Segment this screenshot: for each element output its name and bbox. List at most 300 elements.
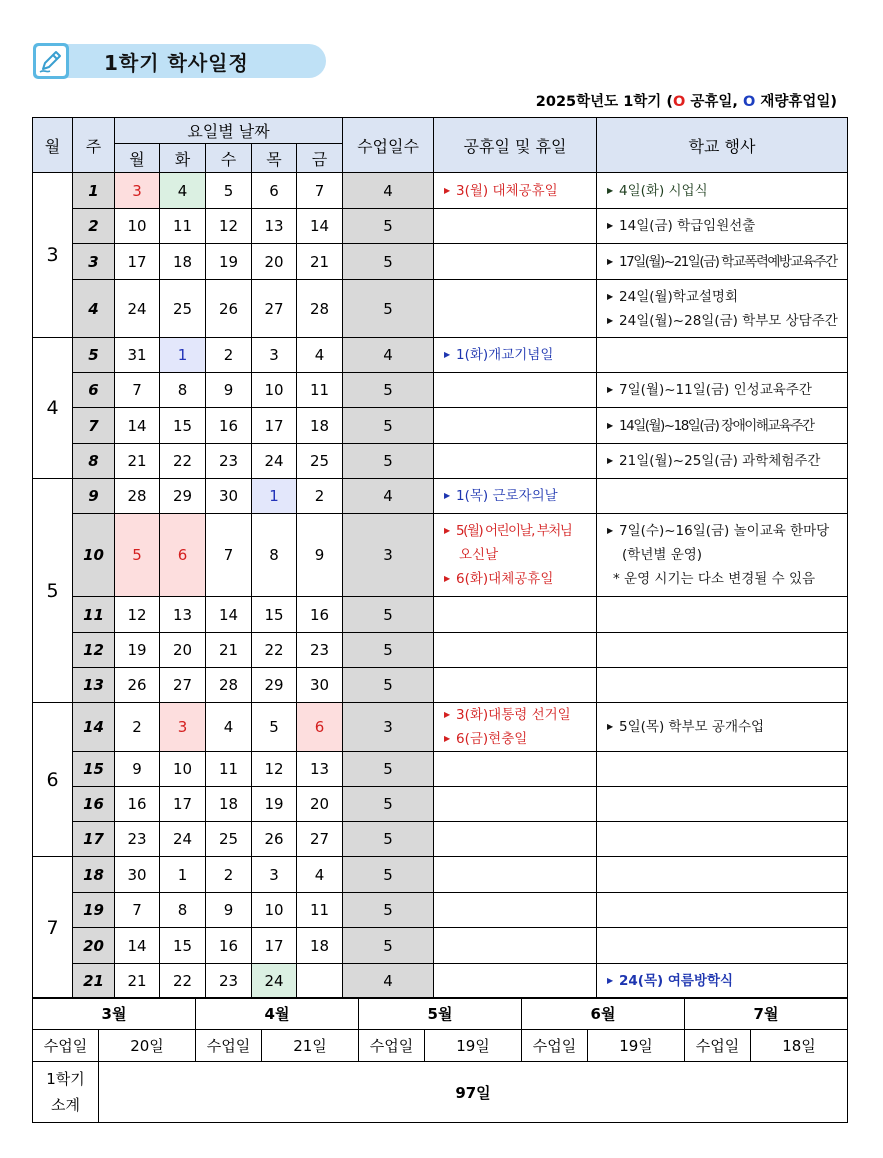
date-cell: 16 <box>206 928 252 964</box>
events-cell <box>597 479 848 514</box>
date-cell: 6 <box>160 514 206 597</box>
week-row <box>33 173 848 209</box>
week-number: 4 <box>73 280 115 338</box>
events-cell <box>597 703 848 752</box>
class-days-cell: 5 <box>343 444 434 479</box>
event-continuation: (학년별 운영) <box>622 547 703 563</box>
event-text: 24일(월)학교설명회 <box>619 288 739 305</box>
holidays-cell <box>434 244 597 280</box>
date-cell: 10 <box>252 373 297 408</box>
holiday-legend-label: 공휴일, <box>685 94 743 110</box>
date-cell: 6 <box>252 173 297 209</box>
date-cell: 21 <box>297 244 343 280</box>
header-weekday: 수 <box>206 144 252 173</box>
week-row <box>33 787 848 822</box>
triangle-bullet-icon: ▶ <box>607 456 614 465</box>
class-days-cell: 5 <box>343 373 434 408</box>
date-cell: 27 <box>252 280 297 338</box>
triangle-bullet-icon: ▶ <box>607 291 614 301</box>
date-cell: 17 <box>252 928 297 964</box>
triangle-bullet-icon: ▶ <box>607 526 614 535</box>
date-cell: 13 <box>252 209 297 244</box>
summary-total-row <box>33 1062 848 1123</box>
week-row <box>33 338 848 373</box>
event-text: 7일(수)~16일(금) 놀이교육 한마당 <box>619 523 830 539</box>
week-number: 12 <box>73 633 115 668</box>
header-week: 주 <box>73 118 115 173</box>
summary-month-label: 5월 <box>359 998 522 1030</box>
summary-key: 수업일 <box>359 1030 425 1062</box>
date-cell: 10 <box>160 752 206 787</box>
date-cell: 17 <box>115 244 160 280</box>
summary-month-label: 3월 <box>33 998 196 1030</box>
class-days-cell: 4 <box>343 479 434 514</box>
date-cell: 9 <box>206 373 252 408</box>
date-cell: 2 <box>115 703 160 752</box>
event-continuation: 오신날 <box>459 547 499 563</box>
class-days-cell: 5 <box>343 597 434 633</box>
event-item <box>607 414 847 438</box>
summary-value: 19일 <box>425 1030 522 1062</box>
holidays-cell <box>434 373 597 408</box>
events-cell <box>597 373 848 408</box>
event-item <box>607 449 847 473</box>
events-cell <box>597 928 848 964</box>
date-cell: 20 <box>160 633 206 668</box>
events-cell <box>597 408 848 444</box>
triangle-bullet-icon: ▶ <box>607 256 612 266</box>
event-text: 21일(월)~25일(금) 과학체험주간 <box>619 453 821 469</box>
events-cell <box>597 173 848 209</box>
date-cell: 19 <box>115 633 160 668</box>
date-cell: 18 <box>297 408 343 444</box>
week-row <box>33 703 848 752</box>
holidays-cell <box>434 408 597 444</box>
triangle-bullet-icon: ▶ <box>607 221 614 230</box>
week-number: 1 <box>73 173 115 209</box>
date-cell: 10 <box>252 893 297 928</box>
week-row <box>33 668 848 703</box>
week-row <box>33 752 848 787</box>
event-item <box>607 969 847 993</box>
week-number: 9 <box>73 479 115 514</box>
summary-total-label-line2: 소계 <box>51 1096 80 1114</box>
header-holidays: 공휴일 및 휴일 <box>434 118 597 173</box>
triangle-bullet-icon: ▶ <box>607 420 612 430</box>
week-row <box>33 928 848 964</box>
header-class-days: 수업일수 <box>343 118 434 173</box>
class-days-cell: 5 <box>343 668 434 703</box>
date-cell: 30 <box>206 479 252 514</box>
date-cell: 16 <box>297 597 343 633</box>
holidays-cell <box>434 280 597 338</box>
event-item <box>444 727 596 751</box>
date-cell: 6 <box>297 703 343 752</box>
events-cell <box>597 244 848 280</box>
week-row <box>33 280 848 338</box>
events-cell <box>597 633 848 668</box>
date-cell: 14 <box>115 928 160 964</box>
date-cell: 5 <box>206 173 252 209</box>
triangle-bullet-icon: ▶ <box>444 574 451 583</box>
class-days-cell: 5 <box>343 408 434 444</box>
date-cell: 26 <box>206 280 252 338</box>
date-cell: 9 <box>297 514 343 597</box>
date-cell: 29 <box>160 479 206 514</box>
class-days-cell: 3 <box>343 703 434 752</box>
page-title: 1학기 학사일정 <box>104 51 249 75</box>
header-weekday: 월 <box>115 144 160 173</box>
date-cell: 11 <box>160 209 206 244</box>
date-cell: 5 <box>252 703 297 752</box>
triangle-bullet-icon: ▶ <box>444 350 451 359</box>
events-cell <box>597 893 848 928</box>
events-cell <box>597 209 848 244</box>
date-cell: 13 <box>160 597 206 633</box>
summary-total-label-line1: 1학기 <box>46 1070 85 1088</box>
class-days-cell: 5 <box>343 893 434 928</box>
header-row-top <box>33 118 848 144</box>
summary-total-label <box>33 1062 99 1123</box>
subtitle <box>536 90 837 111</box>
event-text: 4일(화) 시업식 <box>619 182 708 199</box>
date-cell: 17 <box>160 787 206 822</box>
date-cell: 22 <box>252 633 297 668</box>
event-item <box>444 703 596 727</box>
date-cell: 20 <box>252 244 297 280</box>
events-cell <box>597 514 848 597</box>
class-days-cell: 5 <box>343 280 434 338</box>
week-row <box>33 633 848 668</box>
date-cell: 5 <box>115 514 160 597</box>
month-cell: 3 <box>33 173 73 338</box>
class-days-cell: 4 <box>343 338 434 373</box>
week-number: 17 <box>73 822 115 857</box>
week-number: 19 <box>73 893 115 928</box>
event-item <box>607 309 847 333</box>
date-cell: 23 <box>297 633 343 668</box>
event-item <box>444 343 596 367</box>
event-text: 5일(목) 학부모 공개수업 <box>619 719 765 735</box>
class-days-cell: 5 <box>343 928 434 964</box>
week-row <box>33 373 848 408</box>
summary-month-label: 4월 <box>196 998 359 1030</box>
event-item <box>444 567 596 591</box>
triangle-bullet-icon: ▶ <box>444 526 449 535</box>
triangle-bullet-icon: ▶ <box>607 185 614 195</box>
date-cell: 1 <box>160 857 206 893</box>
date-cell: 10 <box>115 209 160 244</box>
holiday-legend-mark: O <box>672 94 686 110</box>
date-cell: 16 <box>115 787 160 822</box>
date-cell: 24 <box>160 822 206 857</box>
date-cell: 15 <box>160 408 206 444</box>
date-cell: 31 <box>115 338 160 373</box>
header-dates-group: 요일별 날짜 <box>115 118 343 144</box>
date-cell: 19 <box>252 787 297 822</box>
class-days-cell: 4 <box>343 173 434 209</box>
event-text: 1(목) 근로자의날 <box>456 488 558 504</box>
events-cell <box>597 597 848 633</box>
event-item <box>444 484 596 508</box>
class-days-cell: 5 <box>343 633 434 668</box>
date-cell: 8 <box>160 893 206 928</box>
week-number: 8 <box>73 444 115 479</box>
holidays-cell <box>434 633 597 668</box>
header-events: 학교 행사 <box>597 118 848 173</box>
date-cell: 9 <box>115 752 160 787</box>
date-cell: 29 <box>252 668 297 703</box>
date-cell: 24 <box>252 964 297 999</box>
date-cell: 14 <box>115 408 160 444</box>
date-cell: 19 <box>206 244 252 280</box>
date-cell: 11 <box>297 373 343 408</box>
event-item <box>607 179 847 203</box>
week-number: 3 <box>73 244 115 280</box>
date-cell: 28 <box>206 668 252 703</box>
event-note: * 운영 시기는 다소 변경될 수 있음 <box>613 571 816 587</box>
summary-key: 수업일 <box>685 1030 751 1062</box>
date-cell: 24 <box>252 444 297 479</box>
event-text: 14일(금) 학급임원선출 <box>619 218 756 234</box>
date-cell: 11 <box>206 752 252 787</box>
event-item <box>607 285 847 309</box>
schedule-table <box>32 117 848 999</box>
date-cell: 8 <box>160 373 206 408</box>
header-weekday: 금 <box>297 144 343 173</box>
event-item <box>607 214 847 238</box>
summary-value: 19일 <box>588 1030 685 1062</box>
event-item <box>444 519 596 543</box>
event-text: 24일(월)~28일(금) 학부모 상담주간 <box>619 312 838 329</box>
date-cell: 2 <box>206 338 252 373</box>
date-cell: 1 <box>252 479 297 514</box>
date-cell: 25 <box>297 444 343 479</box>
holidays-cell <box>434 752 597 787</box>
holidays-cell <box>434 479 597 514</box>
events-cell <box>597 822 848 857</box>
date-cell: 4 <box>206 703 252 752</box>
event-text: 3(월) 대체공휴일 <box>456 182 558 199</box>
events-cell <box>597 752 848 787</box>
week-number: 10 <box>73 514 115 597</box>
date-cell: 12 <box>252 752 297 787</box>
holidays-cell <box>434 514 597 597</box>
events-cell <box>597 668 848 703</box>
month-cell: 7 <box>33 857 73 999</box>
holidays-cell <box>434 444 597 479</box>
week-number: 11 <box>73 597 115 633</box>
holidays-cell <box>434 787 597 822</box>
summary-key: 수업일 <box>33 1030 99 1062</box>
week-number: 18 <box>73 857 115 893</box>
date-cell: 1 <box>160 338 206 373</box>
event-text: 5(월) 어린이날, 부처님 <box>456 523 572 539</box>
class-days-cell: 5 <box>343 857 434 893</box>
week-row <box>33 893 848 928</box>
date-cell: 15 <box>252 597 297 633</box>
class-days-cell: 4 <box>343 964 434 999</box>
month-cell: 6 <box>33 703 73 857</box>
event-item <box>444 179 596 203</box>
class-days-cell: 5 <box>343 209 434 244</box>
date-cell: 15 <box>160 928 206 964</box>
summary-month-row <box>33 998 848 1030</box>
event-text: 17일(월)~21일(금) 학교폭력예방교육주간 <box>619 253 837 270</box>
date-cell: 26 <box>252 822 297 857</box>
month-cell: 5 <box>33 479 73 703</box>
date-cell: 26 <box>115 668 160 703</box>
event-text: 14일(월)~18일(금) 장애이해교육주간 <box>619 417 814 434</box>
week-row <box>33 479 848 514</box>
header-weekday: 목 <box>252 144 297 173</box>
event-text: 7일(월)~11일(금) 인성교육주간 <box>619 382 812 398</box>
date-cell: 12 <box>115 597 160 633</box>
holidays-cell <box>434 209 597 244</box>
date-cell: 9 <box>206 893 252 928</box>
holidays-cell <box>434 928 597 964</box>
date-cell: 13 <box>297 752 343 787</box>
date-cell: 23 <box>206 964 252 999</box>
week-row <box>33 244 848 280</box>
events-cell <box>597 280 848 338</box>
week-number: 5 <box>73 338 115 373</box>
date-cell: 30 <box>115 857 160 893</box>
class-days-cell: 3 <box>343 514 434 597</box>
date-cell: 18 <box>206 787 252 822</box>
date-cell: 21 <box>115 444 160 479</box>
event-item <box>607 715 847 739</box>
date-cell: 22 <box>160 964 206 999</box>
discretionary-legend-mark: O <box>742 94 756 110</box>
triangle-bullet-icon: ▶ <box>444 734 451 743</box>
holidays-cell <box>434 964 597 999</box>
holidays-cell <box>434 668 597 703</box>
date-cell: 12 <box>206 209 252 244</box>
event-text: 6(금)현충일 <box>456 731 528 747</box>
holidays-cell <box>434 173 597 209</box>
event-text: 3(화)대통령 선거일 <box>456 707 571 723</box>
week-row <box>33 444 848 479</box>
date-cell: 2 <box>206 857 252 893</box>
class-days-cell: 5 <box>343 787 434 822</box>
title-banner <box>32 42 326 80</box>
month-cell: 4 <box>33 338 73 479</box>
date-cell: 7 <box>115 893 160 928</box>
subtitle-prefix: 2025학년도 1학기 ( <box>535 94 673 110</box>
holidays-cell <box>434 893 597 928</box>
triangle-bullet-icon: ▶ <box>607 385 614 394</box>
date-cell: 27 <box>160 668 206 703</box>
triangle-bullet-icon: ▶ <box>444 491 451 500</box>
date-cell: 22 <box>160 444 206 479</box>
triangle-bullet-icon: ▶ <box>607 722 614 731</box>
events-cell <box>597 857 848 893</box>
week-number: 15 <box>73 752 115 787</box>
date-cell: 16 <box>206 408 252 444</box>
triangle-bullet-icon: ▶ <box>444 710 451 719</box>
date-cell: 14 <box>206 597 252 633</box>
summary-month-label: 7월 <box>685 998 848 1030</box>
date-cell: 28 <box>115 479 160 514</box>
events-cell <box>597 444 848 479</box>
date-cell: 20 <box>297 787 343 822</box>
week-row <box>33 514 848 597</box>
date-cell: 4 <box>297 338 343 373</box>
date-cell: 4 <box>160 173 206 209</box>
holidays-cell <box>434 597 597 633</box>
event-text: 1(화)개교기념일 <box>456 347 554 363</box>
holidays-cell <box>434 703 597 752</box>
events-cell <box>597 964 848 999</box>
triangle-bullet-icon: ▶ <box>607 315 614 325</box>
summary-days-row <box>33 1030 848 1062</box>
date-cell: 23 <box>206 444 252 479</box>
header-weekday: 화 <box>160 144 206 173</box>
summary-month-label: 6월 <box>522 998 685 1030</box>
date-cell: 7 <box>206 514 252 597</box>
date-cell: 21 <box>115 964 160 999</box>
schedule-body <box>33 173 848 999</box>
week-number: 7 <box>73 408 115 444</box>
date-cell: 18 <box>297 928 343 964</box>
date-cell: 28 <box>297 280 343 338</box>
date-cell: 8 <box>252 514 297 597</box>
class-days-cell: 5 <box>343 752 434 787</box>
date-cell: 3 <box>252 338 297 373</box>
date-cell: 14 <box>297 209 343 244</box>
event-text: 6(화)대체공휴일 <box>456 571 554 587</box>
date-cell: 7 <box>115 373 160 408</box>
class-days-cell: 5 <box>343 822 434 857</box>
date-cell: 21 <box>206 633 252 668</box>
week-row <box>33 857 848 893</box>
date-cell: 11 <box>297 893 343 928</box>
date-cell: 25 <box>206 822 252 857</box>
date-cell: 27 <box>297 822 343 857</box>
week-number: 20 <box>73 928 115 964</box>
summary-value: 18일 <box>751 1030 848 1062</box>
week-number: 16 <box>73 787 115 822</box>
week-number: 13 <box>73 668 115 703</box>
class-days-cell: 5 <box>343 244 434 280</box>
date-cell: 24 <box>115 280 160 338</box>
date-cell: 3 <box>115 173 160 209</box>
date-cell: 4 <box>297 857 343 893</box>
date-cell: 17 <box>252 408 297 444</box>
date-cell <box>297 964 343 999</box>
date-cell: 2 <box>297 479 343 514</box>
week-number: 14 <box>73 703 115 752</box>
pen-icon <box>32 42 70 80</box>
event-item <box>607 378 847 402</box>
week-row <box>33 209 848 244</box>
summary-key: 수업일 <box>196 1030 262 1062</box>
date-cell: 25 <box>160 280 206 338</box>
date-cell: 30 <box>297 668 343 703</box>
triangle-bullet-icon: ▶ <box>607 976 614 985</box>
summary-total-value: 97일 <box>99 1062 848 1123</box>
week-row <box>33 408 848 444</box>
summary-table <box>32 997 848 1123</box>
week-number: 2 <box>73 209 115 244</box>
summary-key: 수업일 <box>522 1030 588 1062</box>
week-row <box>33 964 848 999</box>
events-cell <box>597 338 848 373</box>
event-text: 24(목) 여름방학식 <box>619 973 734 989</box>
holidays-cell <box>434 338 597 373</box>
summary-value: 20일 <box>99 1030 196 1062</box>
